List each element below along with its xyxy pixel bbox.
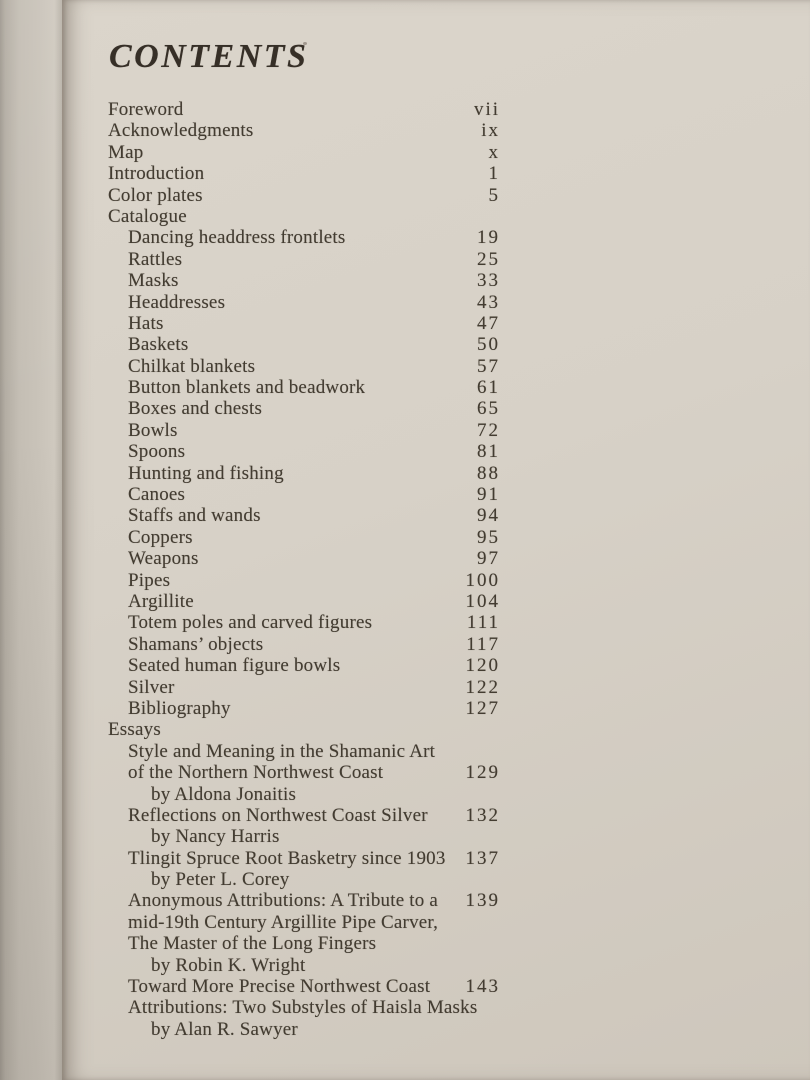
toc-page-number: 129 (465, 762, 500, 784)
toc-row (108, 313, 498, 334)
toc-label: Toward More Precise Northwest Coast (128, 976, 431, 998)
toc-page-number: 117 (466, 633, 500, 655)
toc-row (108, 741, 498, 762)
toc-label: Color plates (108, 184, 203, 206)
toc-row (108, 698, 498, 719)
toc-row (108, 869, 498, 890)
toc-page-number: 91 (477, 484, 500, 506)
toc-row (108, 976, 498, 997)
toc-page-number: 47 (477, 312, 500, 334)
toc-label: Weapons (128, 548, 199, 570)
toc-row (108, 912, 498, 933)
toc-page-number: 104 (465, 590, 500, 612)
toc-label: Acknowledgments (108, 120, 254, 142)
toc-page-number: ix (481, 120, 500, 142)
toc-label: Argillite (128, 590, 194, 612)
toc-label: Boxes and chests (128, 398, 263, 420)
toc-label: by Robin K. Wright (151, 954, 306, 976)
toc-page-number: 132 (465, 804, 500, 826)
contents-page (62, 0, 810, 1080)
toc-page-number: 25 (477, 248, 500, 270)
toc-row (108, 1019, 498, 1040)
toc-row (108, 805, 498, 826)
toc-label: Style and Meaning in the Shamanic Art (128, 740, 436, 762)
toc-row (108, 441, 498, 462)
toc-page-number: 94 (477, 505, 500, 527)
toc-page-number: 127 (465, 697, 500, 719)
toc-row (108, 997, 498, 1018)
toc-label: Staffs and wands (128, 505, 261, 527)
toc-row (108, 570, 498, 591)
toc-page-number: 88 (477, 462, 500, 484)
toc-label: Tlingit Spruce Root Basketry since 1903 (128, 847, 446, 869)
toc-row (108, 890, 498, 911)
toc-label: Hats (128, 312, 164, 334)
toc-row (108, 548, 498, 569)
toc-label: Dancing headdress frontlets (128, 227, 346, 249)
toc-row (108, 356, 498, 377)
toc-label: Chilkat blankets (128, 355, 256, 377)
toc-label: Foreword (108, 99, 184, 120)
toc-row (108, 142, 498, 163)
toc-page-number: 57 (477, 355, 500, 377)
toc-page-number: vii (473, 99, 500, 120)
toc-label: Button blankets and beadwork (128, 377, 366, 399)
toc-row (108, 420, 498, 441)
toc-label: Silver (128, 676, 175, 698)
toc-label: Anonymous Attributions: A Tribute to a (128, 890, 439, 912)
toc-row (108, 185, 498, 206)
toc-label: Introduction (108, 163, 205, 185)
page-title: CONTENTS (109, 38, 309, 75)
toc-page-number: x (488, 141, 500, 163)
toc-row (108, 655, 498, 676)
toc-row (108, 505, 498, 526)
toc-page-number: 5 (488, 184, 500, 206)
toc-page-number: 122 (465, 676, 500, 698)
toc-label: by Peter L. Corey (151, 869, 290, 891)
toc-page-number: 97 (477, 548, 500, 570)
toc-row (108, 270, 498, 291)
toc-row (108, 826, 498, 847)
toc-row (108, 591, 498, 612)
toc-row (108, 933, 498, 954)
toc-label: Bibliography (128, 697, 231, 719)
toc-label: Totem poles and carved figures (128, 612, 373, 634)
toc-row (108, 463, 498, 484)
toc-row (108, 719, 498, 740)
toc-label: Coppers (128, 526, 193, 548)
toc-label: Headdresses (128, 291, 226, 313)
toc-label: Rattles (128, 248, 183, 270)
toc-label: Attributions: Two Substyles of Haisla Masks (128, 997, 478, 1019)
toc-page-number: 43 (477, 291, 500, 313)
toc-row (108, 99, 498, 120)
toc-row (108, 377, 498, 398)
toc-row (108, 227, 498, 248)
toc-label: Shamans’ objects (128, 633, 264, 655)
table-of-contents (108, 99, 498, 1040)
toc-page-number: 19 (477, 227, 500, 249)
toc-row (108, 848, 498, 869)
toc-row (108, 398, 498, 419)
toc-label: Essays (108, 719, 161, 741)
toc-label: Pipes (128, 569, 171, 591)
toc-label: Catalogue (108, 205, 187, 227)
toc-row (108, 334, 498, 355)
toc-page-number: 50 (477, 334, 500, 356)
toc-page-number: 65 (477, 398, 500, 420)
toc-label: Hunting and fishing (128, 462, 284, 484)
toc-row (108, 484, 498, 505)
toc-label: Seated human figure bowls (128, 655, 341, 677)
toc-label: Baskets (128, 334, 189, 356)
toc-label: The Master of the Long Fingers (128, 933, 377, 955)
toc-row (108, 292, 498, 313)
toc-page-number: 1 (488, 163, 500, 185)
toc-page-number: 111 (466, 612, 500, 634)
toc-page-number: 137 (465, 847, 500, 869)
toc-label: Bowls (128, 419, 178, 441)
toc-label: Masks (128, 270, 179, 292)
toc-label: mid-19th Century Argillite Pipe Carver, (128, 911, 439, 933)
toc-page-number: 72 (477, 419, 500, 441)
toc-page-number: 81 (477, 441, 500, 463)
toc-row (108, 677, 498, 698)
toc-label: by Alan R. Sawyer (151, 1018, 298, 1040)
toc-row (108, 120, 498, 141)
toc-row (108, 612, 498, 633)
toc-row (108, 762, 498, 783)
toc-row (108, 634, 498, 655)
toc-page-number: 61 (477, 377, 500, 399)
toc-label: Canoes (128, 484, 186, 506)
toc-row (108, 527, 498, 548)
toc-label: of the Northern Northwest Coast (128, 762, 384, 784)
underlying-page-edge (0, 0, 64, 1080)
toc-label: Spoons (128, 441, 186, 463)
toc-page-number: 95 (477, 526, 500, 548)
toc-page-number: 100 (465, 569, 500, 591)
toc-page-number: 139 (465, 890, 500, 912)
toc-row (108, 784, 498, 805)
toc-label: by Nancy Harris (151, 826, 280, 848)
toc-label: by Aldona Jonaitis (151, 783, 297, 805)
toc-page-number: 120 (465, 655, 500, 677)
toc-row (108, 206, 498, 227)
toc-label: Reflections on Northwest Coast Silver (128, 804, 428, 826)
toc-row (108, 955, 498, 976)
toc-label: Map (108, 141, 144, 163)
toc-row (108, 163, 498, 184)
toc-row (108, 249, 498, 270)
toc-page-number: 143 (465, 976, 500, 998)
toc-page-number: 33 (477, 270, 500, 292)
